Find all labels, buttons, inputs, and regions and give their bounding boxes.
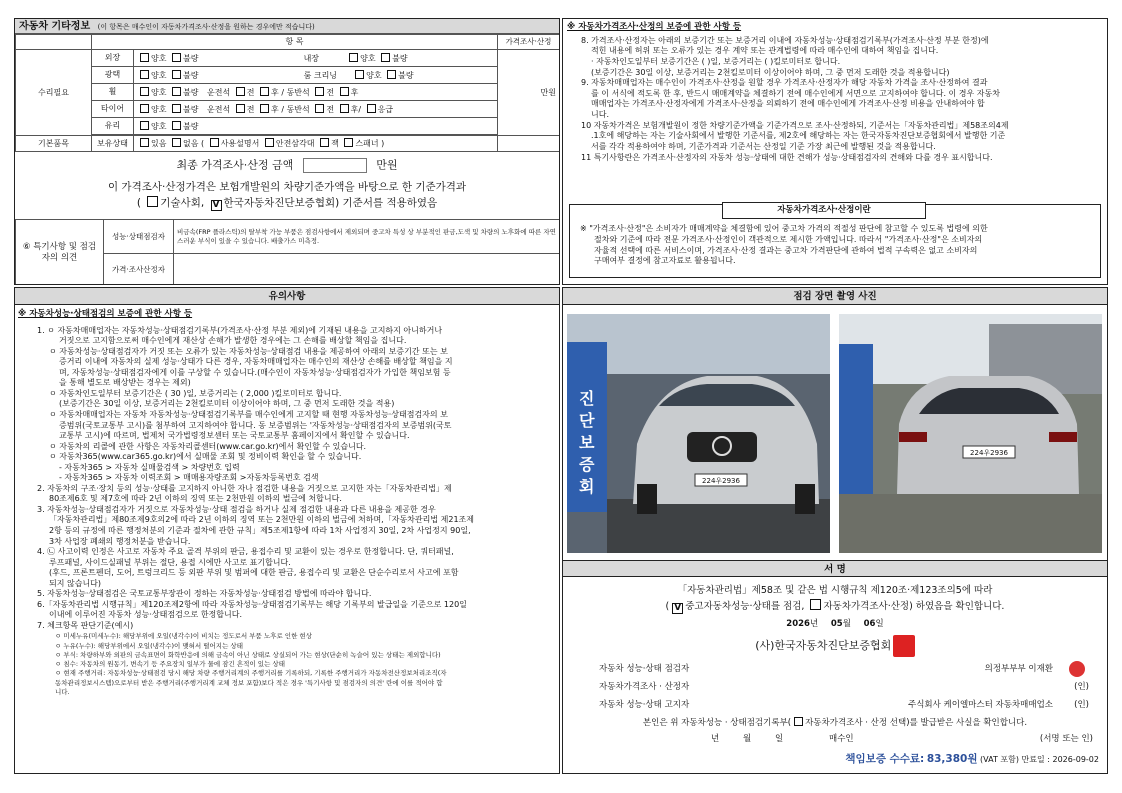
fee-vat: (VAT 포함) xyxy=(980,755,1019,764)
criteria-line: ㅇ 누유(누수): 해당부위에서 오일(냉각수)이 맺혀서 떨어지는 상태 xyxy=(55,641,243,650)
caution-line: 이내에 이루어진 자동차 성능·상태점검으로 한정합니다. xyxy=(49,610,242,620)
caution-line: ㅇ 자동차인도일부터 보증기간은 ( 30 )일, 보증거리는 ( 2,000 )킬로미터로 합니다. xyxy=(49,388,342,398)
opt-good: 양호 xyxy=(151,53,167,63)
signature-row xyxy=(599,678,1097,696)
caution-line: 1. ㅇ 자동차매매업자는 자동차성능·상태점검기록부(가격조사·산정 부분 제외)에 기재된 내용을 고지하지 아니하거나 xyxy=(37,325,443,335)
basis-line-1: 이 가격조사·산정가격은 보험개발원의 차량기준가액을 바탕으로 한 기준가격과 xyxy=(107,181,467,193)
final-price-label: 최종 가격조사·산정 금액 xyxy=(176,158,294,172)
caution-line: 증거리 이내에 자동차의 실제 성능·상태가 다른 경우, 자동차매매업자는 매수인의 재산상 손해를 배상할 책임을 지 xyxy=(59,357,453,367)
blank-cell xyxy=(16,35,92,50)
checkbox[interactable] xyxy=(140,70,149,79)
warranty-item-line: 매매업자는 가격조사·산정자에게 가격조사·산정을 의뢰하기 전에 매수인에게 가격조사·산정 비용을 안내하여야 합 xyxy=(591,99,985,109)
checkbox[interactable] xyxy=(320,138,329,147)
caution-panel xyxy=(14,287,560,774)
svg-text:증: 증 xyxy=(579,455,595,474)
checkbox[interactable] xyxy=(172,87,181,96)
checkbox[interactable] xyxy=(172,70,181,79)
checkbox[interactable] xyxy=(140,87,149,96)
definition-line: 자율적 선택에 따른 서비스이며, 가격조사·산정 결과는 중고차 가격판단에 관하여 법적 구속력은 없고 소비자의 xyxy=(594,245,978,255)
warranty-item-line: 8. 가격조사·산정자는 아래의 보증기간 또는 보증거리 이내에 자동차성능·상태점검기록부(가격조사·산정 부분 한정)에 xyxy=(581,35,989,45)
seal-mark: (인) xyxy=(1074,682,1089,692)
appraiser-opinion xyxy=(174,254,561,286)
opt-bad: 불량 xyxy=(183,87,199,97)
other-info-subtitle: (이 항목은 매수인이 자동차가격조사·산정을 원하는 경우에만 적습니다) xyxy=(97,23,315,31)
signature-rows xyxy=(599,660,1097,714)
final-price-row xyxy=(15,158,559,173)
inspector-opinion: 비금속(FRP 플라스틱)의 탈부착 가능 부품은 점검사항에서 제외되며 중고차 특성 상 부분적인 판금,도색 및 차량의 노후화에 따른 자연스러운 부식이 있을 수 있습니다. 배출가스 미측정. xyxy=(174,220,561,254)
final-price-input[interactable] xyxy=(303,158,367,173)
checkbox[interactable] xyxy=(210,138,219,147)
caution-line: 증범위(국토교통부 고시)를 첨부하여 고지하여야 합니다. 동 보증범위는 '자동차성능·상태점검자의 보증범위(국토 xyxy=(59,420,452,430)
opt-front: 전 xyxy=(326,104,335,114)
car-rear-photo-icon xyxy=(839,314,1102,553)
opt-front: 전 xyxy=(246,87,255,97)
opt-front: 전 xyxy=(326,87,335,97)
checkbox-tech-society[interactable] xyxy=(147,196,158,207)
opt-bad: 불량 xyxy=(183,53,199,63)
opt-spanner: 스패너 xyxy=(355,139,379,148)
col-price-header: 가격조사·산정 xyxy=(498,35,560,50)
caution-heading: ※ 자동차성능·상태점검의 보증에 관한 사항 등 xyxy=(18,309,193,319)
photos-header: 점검 장면 촬영 사진 xyxy=(563,288,1107,305)
checkbox[interactable] xyxy=(349,53,358,62)
checkbox[interactable] xyxy=(140,138,149,147)
buyer-day: 일 xyxy=(775,734,784,744)
org-seal-icon xyxy=(893,635,915,657)
caution-line: - 자동차365 > 자동차 이력조회 > 매매용자량조회 >자동차등록번호 검색 xyxy=(59,473,319,483)
caution-line: ㅇ 자동차성능·상태점검자가 거짓 또는 오류가 있는 자동차성능·상태점검 내용을 제공하여 아래의 보증기간 또는 보 xyxy=(49,346,448,356)
caution-line: 며, 자동차성능·상태점검자에게 이를 구상할 수 있습니다.(매수인이 자동차성능·상태점검자가 가입한 책임보험 등 xyxy=(59,367,451,377)
opt-good: 양호 xyxy=(151,70,167,80)
caution-line: - 자동차365 > 자동차 실매물검색 > 차량번호 입력 xyxy=(59,462,240,472)
opt-front: 전 xyxy=(246,104,255,114)
price-unit: 만원 xyxy=(498,50,560,136)
opt-driver: 운전석 xyxy=(207,104,231,114)
vehicle-other-info-panel xyxy=(14,18,560,285)
criteria-line: 니다. xyxy=(55,687,70,696)
appraiser-label: 가격·조사산정자 xyxy=(104,254,174,286)
fee-label: 책임보증 수수료: xyxy=(845,753,925,765)
statement-opt-price: 자동차가격조사·산정) 하였음을 확인합니다. xyxy=(823,601,1005,612)
inspection-photo-front xyxy=(567,314,830,553)
statement-opt-performance: 중고자동차성능·상태를 점검, xyxy=(685,601,805,612)
checkbox[interactable] xyxy=(236,87,245,96)
opt-bad: 불량 xyxy=(398,70,414,80)
warranty-item-line: .1호에 해당하는 자는 기술사회에서 발행한 기준서를, 제2호에 해당하는 자는 한국자동차진단보증협회에서 발행한 기준 xyxy=(591,131,1006,141)
opt-driver: 운전석 xyxy=(207,87,231,97)
caution-line: ㅇ 자동차365(www.car365.go.kr)에서 실매물 조회 및 정비이력 확인을 할 수 있습니다. xyxy=(49,452,362,462)
signature-row xyxy=(599,696,1097,714)
signature-role: 자동차가격조사 · 산정자 xyxy=(599,682,690,692)
caution-line: 80조제6호 및 제7호에 따라 2년 이하의 징역 또는 2천만원 이하의 벌금에 처합니다. xyxy=(49,494,342,504)
price-warranty-panel xyxy=(562,18,1108,285)
issue-day: 06 xyxy=(863,619,876,629)
issue-month: 05 xyxy=(830,619,843,629)
warranty-item-line: 를 이 서식에 적도록 한 후, 반드시 매매계약을 체결하기 전에 매수인에게 서면으로 고지하여야 합니다. 이 경우 자동차 xyxy=(591,88,1000,98)
warranty-item-line: 서를 각각 적용하여야 하며, 기준가격과 기준서는 산정일 기준 가장 최근에 발행된 것을 적용합니다. xyxy=(591,141,936,151)
svg-text:진: 진 xyxy=(579,389,595,408)
final-price-unit: 만원 xyxy=(376,158,398,172)
inspector-label: 성능·상태점검자 xyxy=(104,220,174,254)
price-definition-box xyxy=(569,204,1101,278)
signature-name: 의정부부부 이재환 xyxy=(984,664,1053,674)
signature-role: 자동차 성능·상태 점검자 xyxy=(599,664,690,674)
price-warranty-items xyxy=(567,36,1103,164)
criteria-line: ㅇ 현재 주행거리: 자동차성능·상태점검 당시 해당 차량 주행거리계의 주행거리를 기록하되, 기록한 주행거리가 자동차전산정보처리조직(자 xyxy=(55,669,447,678)
checkbox[interactable] xyxy=(315,87,324,96)
price-definition-text xyxy=(580,224,1094,267)
checkbox[interactable] xyxy=(140,53,149,62)
checkbox[interactable] xyxy=(140,121,149,130)
checkbox[interactable] xyxy=(340,104,349,113)
warranty-item-line: 10 자동차가격은 보험개발원이 정한 차량기준가액을 기준가격으로 조사·산정하되, 기준서는「자동차관리법」제58조의4제 xyxy=(581,120,1009,130)
special-notes-table xyxy=(15,219,560,285)
opt-manual: 사용설명서 xyxy=(220,139,260,148)
row-exterior-label: 외장 xyxy=(92,50,134,67)
signature-name: 주식회사 케이엘마스터 자동차매매업소 xyxy=(908,700,1053,710)
row-room-label: 룸 크리닝 xyxy=(303,70,338,80)
caution-line: 「자동차관리법」제80조제9호의2에 따라 2년 이하의 징역 또는 2천만원 이하의 벌금에 처하며,「자동차관리법 제21조제 xyxy=(49,515,474,525)
opt-triangle: 안전삼각대 xyxy=(275,139,315,148)
basis-tail: ) 기준서를 적용하였음 xyxy=(335,197,438,210)
other-info-title: 자동차 기타정보 xyxy=(19,21,91,32)
paren: ( xyxy=(665,601,670,612)
checkbox-price[interactable] xyxy=(810,599,821,610)
checkbox[interactable] xyxy=(367,104,376,113)
document-page xyxy=(14,18,1108,774)
checkbox[interactable] xyxy=(172,138,181,147)
opt-bad: 불량 xyxy=(183,70,199,80)
definition-line: 절차와 기준에 따라 전문 가격조사·산정인이 객관적으로 제시한 가액입니다. 따라서 "가격조사·산정"은 소비자의 xyxy=(594,234,983,244)
svg-text:회: 회 xyxy=(579,477,595,496)
opt-passenger: / 동반석 xyxy=(281,104,310,114)
criteria-line: ㅇ 침수: 자동차의 원동기, 변속기 등 주요장치 일부가 물에 잠긴 흔적이 있는 상태 xyxy=(55,660,285,669)
criteria-line: 동차관리정보시스템)으로부터 받은 주행거리(주행거리계 교체 정보 포함)보다 적은 경우 '특기사항 및 점검자의 의견' 란에 이를 적어야 합 xyxy=(55,678,443,687)
caution-line: 을 통해 별도로 배상받는 경우는 제외) xyxy=(59,378,191,388)
checkbox[interactable] xyxy=(260,104,269,113)
criteria-line: ㅇ 미세누유(미세누수): 해당부위에 오일(냉각수)이 비치는 정도로서 부품 노후로 인한 현상 xyxy=(55,632,312,641)
caution-line: 거짓으로 고지함으로써 매수인에게 재산상 손해가 발생한 경우에는 그 손해를 배상할 책임을 집니다. xyxy=(59,336,407,346)
caution-line: 되지 않습니다) xyxy=(49,578,102,588)
svg-text:단: 단 xyxy=(579,411,595,430)
other-info-table xyxy=(15,34,560,152)
row-owned-options: 있음 없음 ( 사용설명서 안전삼각대 잭 스패너 ) xyxy=(134,136,498,152)
caution-line: 2. 자동차의 구조·장치 등의 성능·상태를 고지하지 아니한 자나 점검한 내용을 거짓으로 고지한 자는「자동차관리법」제 xyxy=(37,483,452,493)
caution-line: 6.「자동차관리법 시행규칙」제120조제2항에 따라 자동차성능·상태점검기록부는 해당 기록부의 발급일을 기준으로 120일 xyxy=(37,599,467,609)
caution-line: 3. 자동차성능·상태점검자가 거짓으로 자동차성능·상태 점검을 하거나 실제 점검한 내용과 다른 내용을 제공한 경우 xyxy=(37,504,436,514)
caution-line: (보증기간은 30일 이상, 보증거리는 2천킬로미터 이상이어야 하며, 그 중 먼저 도래한 것을 적용) xyxy=(59,399,395,409)
signature-role: 자동차 성능·상태 고지자 xyxy=(599,700,690,710)
special-notes-label: ⑥ 특기사항 및 점검자의 의견 xyxy=(16,220,104,286)
unit: 월 xyxy=(842,619,851,629)
opt-good: 양호 xyxy=(151,87,167,97)
opt-bad: 불량 xyxy=(183,104,199,114)
svg-text:보: 보 xyxy=(579,433,595,452)
row-wheel-label: 휠 xyxy=(92,84,134,101)
opt-none: 없음 xyxy=(183,139,199,148)
paren: ( xyxy=(136,197,141,210)
buyer-year: 년 xyxy=(711,734,720,744)
opt-good: 양호 xyxy=(366,70,382,80)
row-owned-label: 보유상태 xyxy=(92,136,134,152)
checkbox-kadiw[interactable]: V xyxy=(211,200,222,211)
issuer-org-name: (사)한국자동차진단보증협회 xyxy=(755,639,892,652)
plate-text-rear: 224우2936 xyxy=(970,449,1008,457)
row-glass-label: 유리 xyxy=(92,118,134,135)
checkbox-buyer-price[interactable] xyxy=(794,717,803,726)
issue-date xyxy=(563,619,1107,630)
signature-row xyxy=(599,660,1097,678)
caution-line: 2항 등의 규정에 따른 행정처분의 기준과 절차에 관한 규칙」제5조제1항에 따라 1차 사업정지 30일, 2차 사업정지 90일, xyxy=(49,526,471,536)
caution-line: 3차 사업장 폐쇄의 행정처분을 받습니다. xyxy=(49,536,191,546)
checkbox[interactable] xyxy=(265,138,274,147)
opt-rear: 후 xyxy=(271,104,279,114)
warranty-item-line: 니다. xyxy=(591,110,609,119)
row-gloss-label: 광택 xyxy=(92,67,134,84)
checkbox[interactable] xyxy=(236,104,245,113)
unit: 년 xyxy=(809,619,819,629)
checkbox[interactable] xyxy=(340,87,349,96)
confirm-text-b: 자동차가격조사 · 산정 선택)를 발급받은 사실을 확인합니다. xyxy=(805,718,1028,728)
warranty-item-line: 적힌 내용에 허위 또는 오류가 있는 경우 계약 또는 관계법령에 따라 매수인에 대하여 책임을 집니다. xyxy=(591,46,939,56)
checkbox[interactable] xyxy=(172,53,181,62)
opt-good: 양호 xyxy=(151,104,167,114)
other-info-header xyxy=(15,19,559,34)
opt-good: 양호 xyxy=(360,53,376,63)
checkbox[interactable] xyxy=(172,104,181,113)
group-repair-label: 수리필요 xyxy=(16,50,92,136)
buyer-signature-field[interactable]: (서명 또는 인) xyxy=(1039,734,1093,744)
photos-signature-panel xyxy=(562,287,1108,774)
basis-opt-tech: 기술사회, xyxy=(160,197,205,210)
price-definition-title: 자동차가격조사·산정이란 xyxy=(722,202,926,219)
opt-rear: 후 xyxy=(350,104,359,114)
car-front-photo-icon xyxy=(567,314,830,553)
basis-opt-assoc: 한국자동차진단보증협회 xyxy=(223,197,336,210)
caution-line: 4. ㉡ 사고이력 인정은 사고로 자동차 주요 골격 부위의 판금, 용접수리 및 교환이 있는 경우로 한정합니다. 단, 쿼터패널, xyxy=(37,547,454,557)
row-gloss-options xyxy=(134,67,498,84)
col-item-header: 항 목 xyxy=(92,35,498,50)
checkbox[interactable] xyxy=(355,70,364,79)
row-interior-label: 내장 xyxy=(303,53,320,63)
definition-line: 구매여부 결정에 참고자료로 활용됩니다. xyxy=(594,256,736,266)
checkbox[interactable] xyxy=(140,104,149,113)
group-basic-label: 기본품목 xyxy=(16,136,92,152)
signature-statement-1: 「자동차관리법」제58조 및 같은 법 시행규칙 제120조·제123조의5에 따라 xyxy=(677,585,993,596)
opt-rear: 후 xyxy=(271,87,279,97)
inspector-stamp-icon xyxy=(1069,661,1085,677)
caution-line: 5. 자동차성능·상태점검은 국토교통부장관이 정하는 자동차성능·상태점검 방법에 따라야 합니다. xyxy=(37,589,372,599)
price-warranty-heading: ※ 자동차가격조사·산정의 보증에 관한 사항 등 xyxy=(567,22,742,32)
plate-text-front: 224우2936 xyxy=(702,477,740,485)
basis-line-2 xyxy=(15,196,559,211)
inspection-photo-rear xyxy=(839,314,1102,553)
caution-line: 7. 체크항목 판단기준(예시) xyxy=(37,620,134,630)
opt-passenger: / 동반석 xyxy=(281,87,310,97)
opt-good: 양호 xyxy=(151,121,167,131)
fee-row xyxy=(845,753,1099,766)
row-tire-label: 타이어 xyxy=(92,101,134,118)
caution-criteria-list xyxy=(15,632,559,697)
confirm-text-a: 본인은 위 자동차성능 · 상태점검기록부( xyxy=(642,718,792,728)
opt-jack: 잭 xyxy=(331,139,339,148)
warranty-item-line: · 자동차인도일부터 보증기간은 ( )일, 보증거리는 ( )킬로미터로 합니다. xyxy=(591,56,841,66)
row-wheel-options xyxy=(134,84,498,101)
caution-line: ㅇ 자동차매매업자는 자동차 자동차성능·상태점검기록부를 매수인에게 고지할 때 현행 자동차성능·상태점검자의 보 xyxy=(49,410,448,419)
buyer-label: 매수인 xyxy=(829,734,854,744)
issuer-org xyxy=(563,635,1107,657)
caution-line: (후드, 프론트펜더, 도어, 트렁크리드 등 외판 부위 및 범퍼에 대한 판금, 용접수리 및 교환은 단순수리로서 사고에 포함 xyxy=(49,568,459,578)
opt-have: 있음 xyxy=(151,139,167,148)
row-tire-options: 양호 불량 운전석 전 후 / 동반석 전 후/ 응급 xyxy=(134,101,498,118)
blank-cell xyxy=(498,136,560,152)
signature-header: 서 명 xyxy=(563,560,1107,577)
checkbox[interactable] xyxy=(260,87,269,96)
caution-body xyxy=(15,326,559,632)
buyer-confirm xyxy=(563,717,1107,729)
opt-rear: 후 xyxy=(350,87,359,97)
caution-line: 루프패널, 사이드실패널 부위는 절단, 용접 시에만 사고로 표기합니다. xyxy=(49,557,291,567)
checkbox-performance[interactable]: V xyxy=(672,603,683,614)
checkbox[interactable] xyxy=(315,104,324,113)
warranty-item-line: 11 특기사항란은 가격조사·산정자의 자동차 성능·상태에 대한 견해가 성능·상태점검자의 견해와 다를 경우 표시합니다. xyxy=(581,152,993,162)
warranty-item-line: (보증기간은 30일 이상, 보증거리는 2천킬로미터 이상이어야 하며, 그 중 먼저 도래한 것을 적용합니다) xyxy=(591,67,950,77)
checkbox[interactable] xyxy=(172,121,181,130)
seal-mark: (인) xyxy=(1074,700,1089,710)
buyer-month: 월 xyxy=(743,734,752,744)
criteria-line: ㅇ 부식: 차량하부와 외판의 금속표면이 화학반응에 의해 금속이 아닌 상태로 상실되어 가는 현상(단순히 녹슬어 있는 상태는 제외합니다) xyxy=(55,650,441,659)
unit: 일 xyxy=(875,619,884,629)
fee-value: 83,380원 xyxy=(926,753,978,765)
caution-line: 교통부 고시)에 따르며, 법제처 국가법령정보센터 또는 국토교통부 홈페이지에서 확인할 수 있습니다. xyxy=(59,431,410,441)
opt-bad: 불량 xyxy=(183,121,199,131)
row-exterior-options xyxy=(134,50,498,67)
opt-bad: 불량 xyxy=(392,53,408,63)
issue-year: 2026 xyxy=(786,619,810,629)
expiry-date: 만료일 : 2026-09-02 xyxy=(1021,755,1099,764)
checkbox[interactable] xyxy=(344,138,353,147)
warranty-item-line: 9. 자동차매매업자는 매수인이 가격조사·산정을 원할 경우 가격조사·산정자가 해당 자동차 가격을 조사·산정하여 결과 xyxy=(581,78,988,88)
row-glass-options xyxy=(134,118,498,135)
checkbox[interactable] xyxy=(381,53,390,62)
checkbox[interactable] xyxy=(387,70,396,79)
signature-statement-2 xyxy=(563,599,1107,614)
opt-emergency: 응급 xyxy=(377,104,394,114)
caution-line: ㅇ 자동차의 리콜에 관한 사항은 자동차리콜센터(www.car.go.kr)에서 확인할 수 있습니다. xyxy=(49,441,367,451)
definition-line: ※ "가격조사·산정"은 소비자가 매매계약을 체결함에 있어 중고차 가격의 적절성 판단에 참고할 수 있도록 법령에 의한 xyxy=(580,224,988,233)
caution-header: 유의사항 xyxy=(15,288,559,305)
